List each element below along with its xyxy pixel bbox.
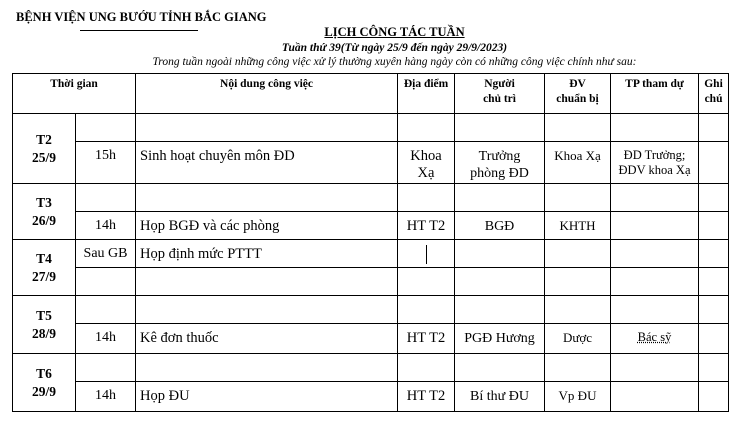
- place-l2: Xạ: [417, 165, 435, 181]
- table-row: [13, 114, 729, 142]
- place-cell-editing[interactable]: [398, 240, 455, 268]
- day-date: 27/9: [31, 268, 56, 284]
- col-header-attendees: TP tham dự: [611, 74, 699, 114]
- col-header-notes-l2: chú: [704, 93, 723, 105]
- prep-cell[interactable]: KHTH: [545, 212, 611, 240]
- col-header-place: Địa điểm: [398, 74, 455, 114]
- day-date: 29/9: [31, 383, 56, 399]
- day-label: T3: [36, 194, 52, 210]
- day-label: T2: [36, 131, 52, 147]
- prep-cell[interactable]: Khoa Xạ: [545, 142, 611, 184]
- host-cell[interactable]: PGĐ Hương: [455, 324, 545, 354]
- place-cell[interactable]: HT T2: [398, 212, 455, 240]
- prep-cell[interactable]: Vp ĐU: [545, 382, 611, 412]
- attendees-cell[interactable]: [611, 142, 699, 184]
- table-row: [13, 324, 729, 354]
- day-cell-t3: [13, 184, 76, 240]
- table-header-row: [13, 74, 729, 114]
- host-cell[interactable]: [455, 142, 545, 184]
- attend-l1: ĐD Trưởng;: [623, 148, 686, 162]
- prep-cell[interactable]: [545, 240, 611, 268]
- col-header-content: Nội dung công việc: [136, 74, 398, 114]
- content-cell[interactable]: Họp BGĐ và các phòng: [136, 212, 398, 240]
- day-date: 28/9: [31, 325, 56, 341]
- col-header-prep: [545, 74, 611, 114]
- col-header-host-l2: chủ trì: [483, 93, 516, 105]
- day-label: T5: [36, 307, 52, 323]
- place-cell[interactable]: HT T2: [398, 324, 455, 354]
- notes-cell[interactable]: [699, 212, 729, 240]
- prep-cell[interactable]: Dược: [545, 324, 611, 354]
- place-l1: Khoa: [410, 148, 442, 164]
- attendees-cell[interactable]: [611, 324, 699, 354]
- content-cell[interactable]: Kê đơn thuốc: [136, 324, 398, 354]
- place-cell[interactable]: HT T2: [398, 382, 455, 412]
- col-header-notes-l1: Ghi: [704, 78, 723, 90]
- hospital-name: BỆNH VIỆN UNG BƯỚU TỈNH BẮC GIANG: [16, 10, 267, 24]
- time-cell[interactable]: 14h: [76, 212, 136, 240]
- table-row: [13, 268, 729, 296]
- notes-cell[interactable]: [699, 240, 729, 268]
- col-header-prep-l1: ĐV: [569, 78, 586, 90]
- notes-cell[interactable]: [699, 142, 729, 184]
- notes-cell[interactable]: [699, 324, 729, 354]
- table-row: [13, 296, 729, 324]
- content-cell[interactable]: Sinh hoạt chuyên môn ĐD: [136, 142, 398, 184]
- text-cursor: [426, 245, 427, 264]
- attendees-text: Bác sỹ: [637, 330, 672, 344]
- notes-cell[interactable]: [699, 382, 729, 412]
- day-cell-t2: [13, 114, 76, 184]
- attendees-cell[interactable]: [611, 212, 699, 240]
- host-l1: Trưởng: [478, 149, 521, 164]
- attendees-cell[interactable]: [611, 240, 699, 268]
- table-row: [13, 212, 729, 240]
- attendees-cell[interactable]: [611, 382, 699, 412]
- day-date: 25/9: [31, 149, 56, 165]
- col-header-time: Thời gian: [13, 74, 136, 114]
- host-cell[interactable]: BGĐ: [455, 212, 545, 240]
- table-row: [13, 240, 729, 268]
- time-cell[interactable]: 14h: [76, 324, 136, 354]
- col-header-notes: [699, 74, 729, 114]
- time-cell[interactable]: 15h: [76, 142, 136, 184]
- day-label: T4: [36, 250, 52, 266]
- content-cell[interactable]: Họp định mức PTTT: [136, 240, 398, 268]
- col-header-prep-l2: chuẩn bị: [556, 93, 599, 105]
- col-header-host: [455, 74, 545, 114]
- content-cell[interactable]: Họp ĐU: [136, 382, 398, 412]
- document-title: LỊCH CÔNG TÁC TUẦN: [324, 25, 465, 39]
- document-subtitle: Tuần thứ 39(Từ ngày 25/9 đến ngày 29/9/2023): [281, 42, 508, 54]
- day-cell-t6: [13, 354, 76, 412]
- host-cell[interactable]: Bí thư ĐU: [455, 382, 545, 412]
- col-header-host-l1: Người: [484, 78, 515, 90]
- place-cell[interactable]: [398, 142, 455, 184]
- time-cell[interactable]: Sau GB: [76, 240, 136, 268]
- day-label: T6: [36, 365, 52, 381]
- table-row: [13, 142, 729, 184]
- document-note: Trong tuần ngoài những công việc xử lý thường xuyên hàng ngày còn có những công việc chính như sau:: [152, 56, 637, 68]
- host-l2: phòng ĐD: [470, 166, 529, 181]
- table-row: [13, 354, 729, 382]
- attend-l2: ĐDV khoa Xạ: [618, 163, 691, 177]
- host-cell[interactable]: [455, 240, 545, 268]
- time-cell[interactable]: 14h: [76, 382, 136, 412]
- day-date: 26/9: [31, 212, 56, 228]
- table-row: [13, 382, 729, 412]
- day-cell-t4: [13, 240, 76, 296]
- weekly-schedule-table: [12, 73, 729, 412]
- table-row: [13, 184, 729, 212]
- day-cell-t5: [13, 296, 76, 354]
